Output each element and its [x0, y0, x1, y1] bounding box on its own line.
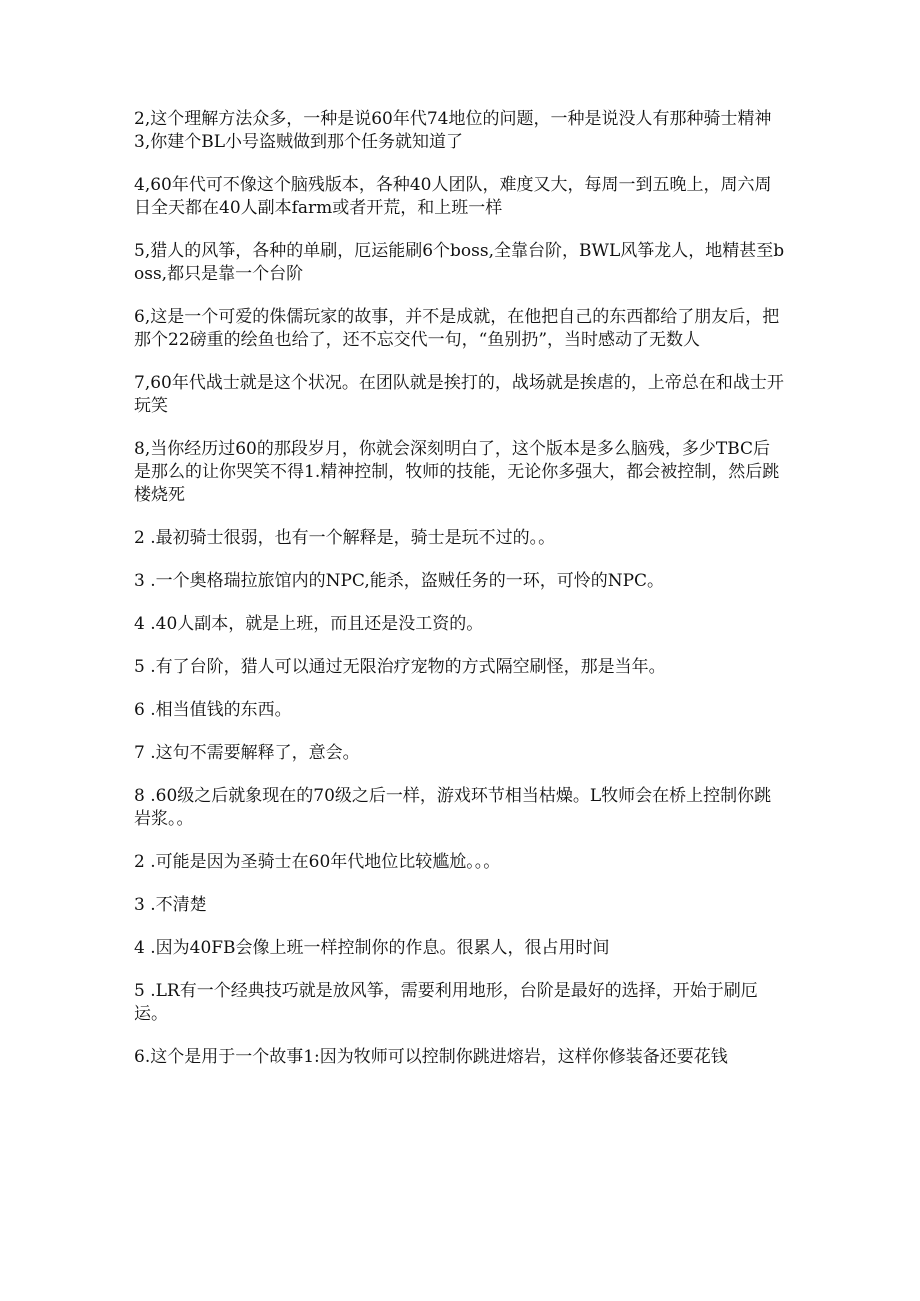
paragraph-11: 6 .相当值钱的东西。 [134, 700, 292, 720]
paragraph-6: 8,当你经历过60的那段岁月，你就会深刻明白了，这个版本是多么脑残，多少TBC后是那么的让你哭笑不得1.精神控制，牧师的技能，无论你多强大，都会被控制，然后跳楼烧死 [134, 439, 780, 505]
paragraph-9: 4 .40人副本，就是上班，而且还是没工资的。 [134, 614, 484, 634]
paragraph-8: 3 .一个奥格瑞拉旅馆内的NPC,能杀，盗贼任务的一环，可怜的NPC。 [134, 571, 665, 591]
paragraph-13: 8 .60级之后就象现在的70级之后一样，游戏环节相当枯燥。L牧师会在桥上控制你跳岩浆。。 [134, 786, 772, 829]
paragraph-10: 5 .有了台阶，猎人可以通过无限治疗宠物的方式隔空刷怪，那是当年。 [134, 657, 666, 677]
paragraph-17: 5 .LR有一个经典技巧就是放风筝，需要利用地形，台阶是最好的选择，开始于刷厄运。 [134, 981, 758, 1024]
paragraph-5: 7,60年代战士就是这个状况。在团队就是挨打的，战场就是挨虐的，上帝总在和战士开玩笑 [134, 373, 784, 416]
paragraph-18: 6.这个是用于一个故事1:因为牧师可以控制你跳进熔岩，这样你修装备还要花钱 [134, 1047, 728, 1067]
paragraph-4: 6,这是一个可爱的侏儒玩家的故事，并不是成就，在他把自己的东西都给了朋友后，把那个22磅重的绘鱼也给了，还不忘交代一句，“鱼别扔”，当时感动了无数人 [134, 307, 780, 350]
paragraph-15: 3 .不清楚 [134, 895, 207, 915]
paragraph-2: 4,60年代可不像这个脑残版本，各种40人团队，难度又大，每周一到五晚上，周六周日全天都在40人副本farm或者开荒，和上班一样 [134, 175, 772, 218]
paragraph-7: 2 .最初骑士很弱，也有一个解释是，骑士是玩不过的。。 [134, 528, 556, 548]
paragraph-16: 4 .因为40FB会像上班一样控制你的作息。很累人，很占用时间 [134, 938, 610, 958]
document-body [134, 108, 786, 1089]
paragraph-1: 2,这个理解方法众多，一种是说60年代74地位的问题，一种是说没人有那种骑士精神3,你建个BL小号盗贼做到那个任务就知道了 [134, 109, 772, 152]
paragraph-3: 5,猎人的风筝，各种的单刷，厄运能刷6个boss,全靠台阶，BWL风筝龙人，地精甚至boss,都只是靠一个台阶 [134, 241, 785, 284]
paragraph-14: 2 .可能是因为圣骑士在60年代地位比较尴尬。。。 [134, 852, 501, 872]
paragraph-12: 7 .这句不需要解释了，意会。 [134, 743, 360, 763]
